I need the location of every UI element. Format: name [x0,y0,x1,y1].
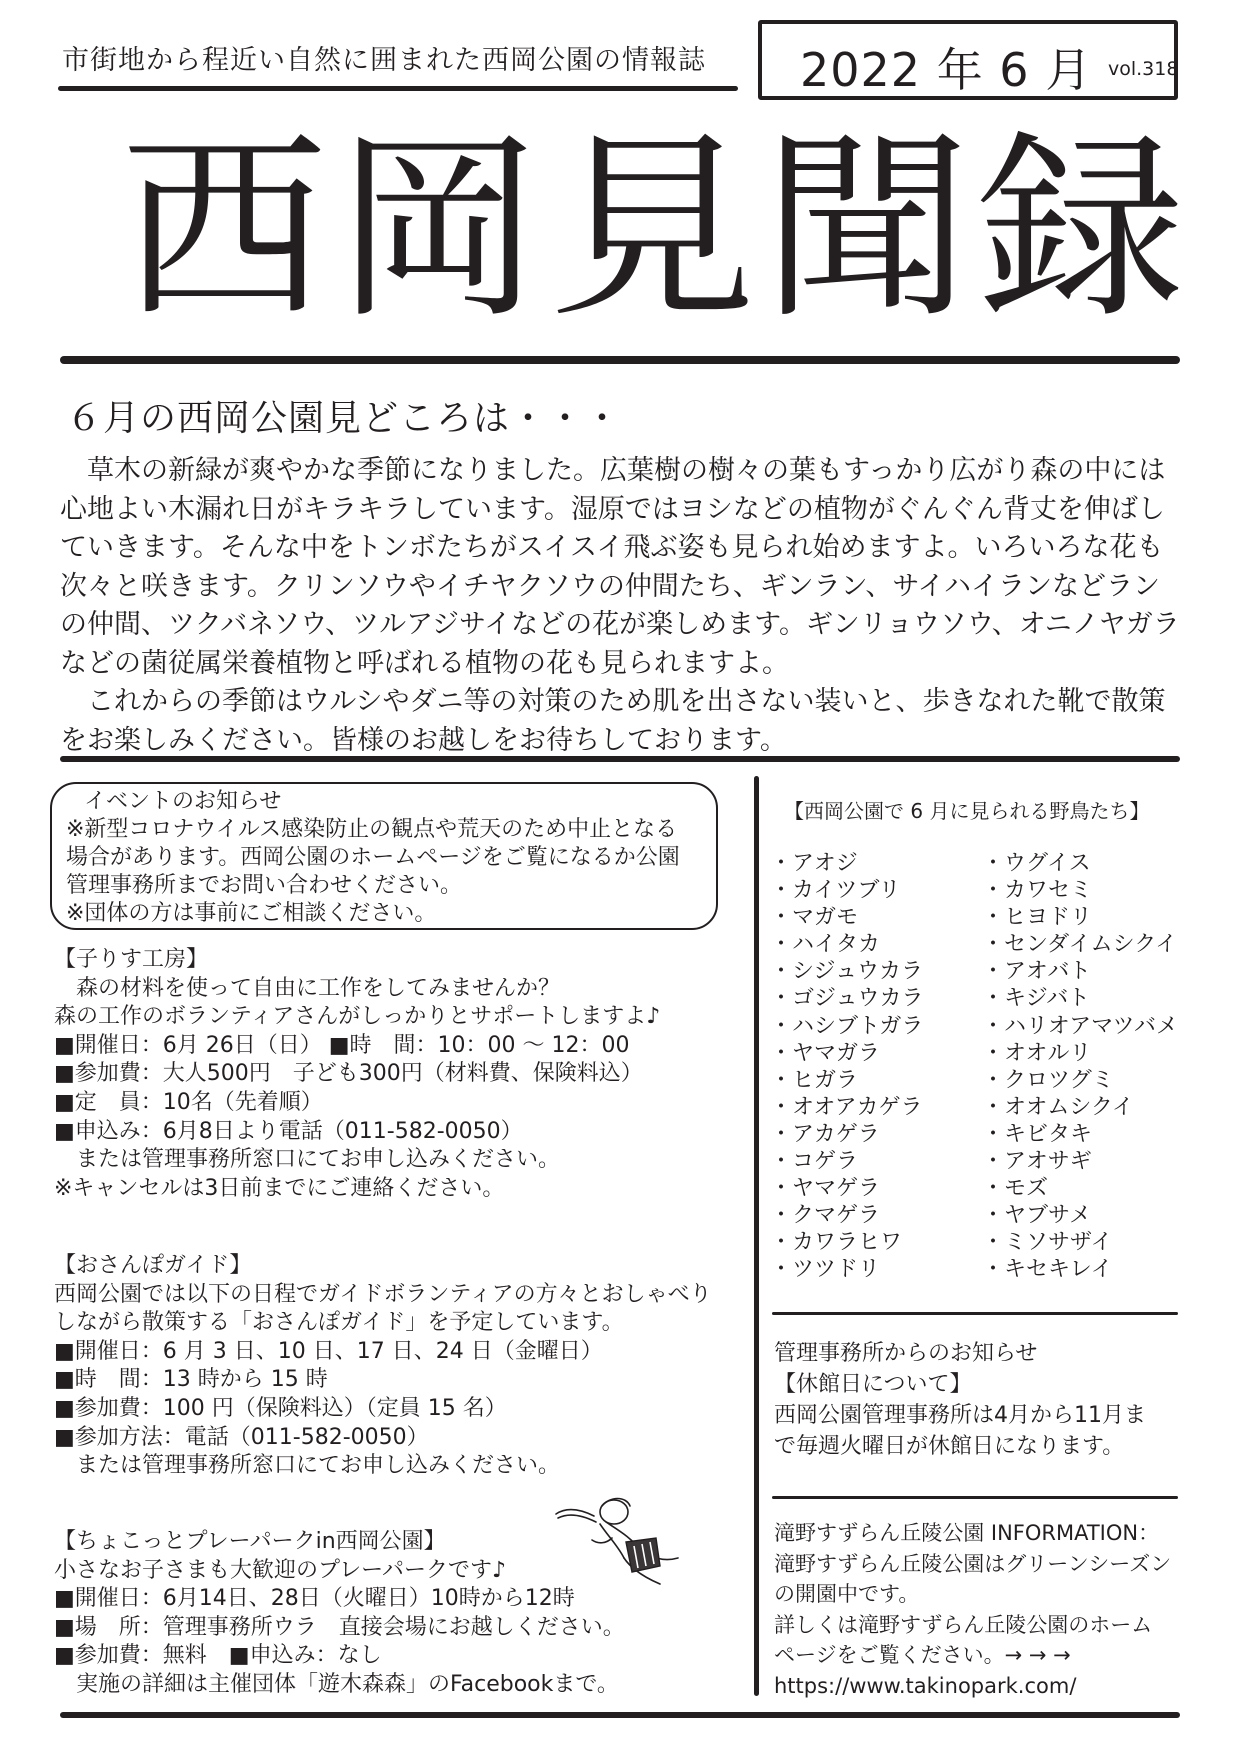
office-notice [774,1338,1194,1462]
bird-item: ・ヤブサメ [982,1203,1092,1229]
issue-date: 2022 年 6 月 [800,43,1093,97]
birds-list-left [770,850,924,1284]
osanpo-line: ■開催日：6 月 3 日、10 日、17 日、24 日（金曜日） [54,1338,603,1364]
bird-item: ・カイツブリ [770,878,901,904]
playpark-line: ■場 所：管理事務所ウラ 直接会場にお越しください。 [54,1614,625,1640]
bird-item: ・アオバト [982,959,1091,985]
bird-item: ・クマゲラ [770,1203,881,1229]
bird-item: ・センダイムシクイ [982,932,1178,958]
bird-item: ・アオジ [770,851,858,876]
playpark-section [54,1528,744,1700]
bird-item: ・キジバト [982,986,1090,1012]
bird-item: ・キビタキ [982,1121,1093,1147]
kodomo-line: ■参加費：大人500円 子ども300円（材料費、保険料込） [54,1061,643,1087]
takino-info [774,1518,1194,1702]
takino-line: ページをご覧ください。→ → → [774,1643,1071,1668]
office-subtitle: 【休館日について】 [774,1372,972,1397]
bird-item: ・ハイタカ [770,932,881,958]
bird-item: ・オオルリ [982,1040,1092,1066]
birds-title: 【西岡公園で 6 月に見られる野鳥たち】 [784,799,1150,823]
events-notice-line: 管理事務所までお問い合わせください。 [66,873,463,898]
events-notice-box [50,782,718,930]
section-rule [60,756,1180,762]
kodomo-line: ■定 員：10名（先着順） [54,1089,323,1115]
bird-item: ・ミソサザイ [982,1230,1113,1256]
bird-item: ・ゴジュウカラ [770,986,924,1012]
bird-item: ・クロツグミ [982,1067,1114,1093]
masthead-title: 西岡見聞録 [120,113,1192,346]
bird-item: ・ツツドリ [770,1257,881,1283]
takino-line: 滝野すずらん丘陵公園 INFORMATION： [774,1521,1160,1545]
osanpo-line: または管理事務所窓口にてお申し込みください。 [76,1453,561,1479]
issue-date-box [758,20,1178,100]
bird-item: ・アオサギ [982,1149,1092,1175]
events-notice-title: イベントのお知らせ [84,789,282,814]
events-notice-line: 場合があります。西岡公園のホームページをご覧になるか公園 [66,845,680,870]
bird-item: ・ヒヨドリ [982,905,1093,931]
bird-item: ・オオアカゲラ [770,1094,923,1120]
kodomo-line: ■申込み：6月8日より電話（011-582-0050） [54,1118,523,1144]
bird-item: ・ハシブトガラ [770,1013,924,1039]
kodomo-title: 【子りす工房】 [54,947,209,972]
osanpo-line: ■参加方法：電話（011-582-0050） [54,1424,429,1450]
playpark-line: 実施の詳細は主催団体「遊木森森」のFacebookまで。 [76,1671,619,1697]
playpark-line: ■開催日：6月14日、28日（火曜日）10時から12時 [54,1586,575,1612]
lead-heading: ６月の西岡公園見どころは・・・ [66,398,622,439]
kodomo-line: 森の工作のボランティアさんがしっかりとサポートしますよ♪ [54,1004,661,1030]
playpark-line: ■参加費：無料 ■申込み：なし [54,1643,382,1669]
bird-item: ・シジュウカラ [770,959,924,985]
footer-rule [60,1712,1180,1718]
lead-article [60,452,1180,760]
office-line: で毎週火曜日が休館日になります。 [774,1434,1125,1459]
office-line: 西岡公園管理事務所は4月から11月ま [774,1403,1146,1428]
playpark-line: 小さなお子さまも大歓迎のプレーパークです♪ [54,1557,507,1583]
takino-line: 滝野すずらん丘陵公園はグリーンシーズン [774,1551,1172,1576]
osanpo-line: ■参加費：100 円（保険料込）（定員 15 名） [54,1395,507,1421]
lead-paragraph-1: 草木の新緑が爽やかな季節になりました。広葉樹の樹々の葉もすっかり広がり森の中には心地よい木漏れ日がキラキラしています。湿原ではヨシなどの植物がぐんぐん背丈を伸ばしていきます。そんな中をトンボたちがスイスイ飛ぶ姿も見られ始めますよ。いろいろな花も次々と咲きます。クリンソウやイチヤクソウの仲間たち、ギンラン、サイハイランなどランの仲間、ツクバネソウ、ツルアジサイなどの花が楽しめます。ギンリョウソウ、オニノヤガラなどの菌従属栄養植物と呼ばれる植物の花も見られますよ。 [60,455,1180,679]
office-title: 管理事務所からのお知らせ [774,1341,1038,1366]
kodomo-section [54,946,744,1203]
osanpo-title: 【おさんぽガイド】 [54,1253,252,1278]
bird-item: ・ウグイス [982,851,1091,876]
bird-item: ・アカゲラ [770,1121,880,1147]
osanpo-line: ■時 間：13 時から 15 時 [54,1367,328,1393]
osanpo-line: 西岡公園では以下の日程でガイドボランティアの方々とおしゃべり [54,1281,712,1307]
masthead-rule [60,356,1180,364]
bird-item: ・ハリオアマツバメ [982,1013,1179,1039]
takino-line: 詳しくは滝野すずらん丘陵公園のホーム [774,1612,1153,1637]
bird-item: ・コゲラ [770,1149,859,1175]
tagline: 市街地から程近い自然に囲まれた西岡公園の情報誌 [62,45,706,76]
kodomo-line: ※キャンセルは3日前までにご連絡ください。 [54,1175,505,1201]
bird-item: ・オオムシクイ [982,1094,1134,1120]
bird-item: ・カワラヒワ [770,1230,903,1256]
events-notice-line: ※団体の方は事前にご相談ください。 [66,901,437,926]
takino-url[interactable]: https://www.takinopark.com/ [774,1673,1077,1698]
bird-item: ・ヤマゲラ [770,1176,881,1202]
bird-item: ・マガモ [770,905,859,931]
column-divider [754,776,759,1696]
kodomo-line: 森の材料を使って自由に工作をしてみませんか？ [76,975,561,1001]
bird-item: ・ヒガラ [770,1067,859,1093]
takino-line: の開園中です。 [774,1582,920,1607]
bird-item: ・ヤマガラ [770,1040,881,1066]
events-notice-line: ※新型コロナウイルス感染防止の観点や荒天のため中止となる [66,817,678,842]
osanpo-section [54,1252,744,1481]
birds-rule [772,1312,1178,1315]
bird-item: ・キセキレイ [982,1257,1113,1283]
kodomo-line: ■開催日：6月 26日（日） ■時 間：10：00 ～ 12：00 [54,1032,630,1058]
issue-volume: vol.318 [1108,58,1179,80]
lead-paragraph-2: これからの季節はウルシやダニ等の対策のため肌を出さない装いと、歩きなれた靴で散策をお楽しみください。皆様のお越しをお待ちしております。 [60,686,1166,756]
office-rule [772,1496,1178,1499]
playpark-title: 【ちょこっとプレーパークin西岡公園】 [54,1529,446,1554]
osanpo-line: しながら散策する「おさんぽガイド」を予定しています。 [54,1310,624,1336]
bird-item: ・モズ [982,1176,1049,1202]
kodomo-line: または管理事務所窓口にてお申し込みください。 [76,1147,561,1173]
bird-item: ・カワセミ [982,878,1093,904]
birds-list-right [982,850,1178,1284]
tagline-underline [58,86,738,91]
